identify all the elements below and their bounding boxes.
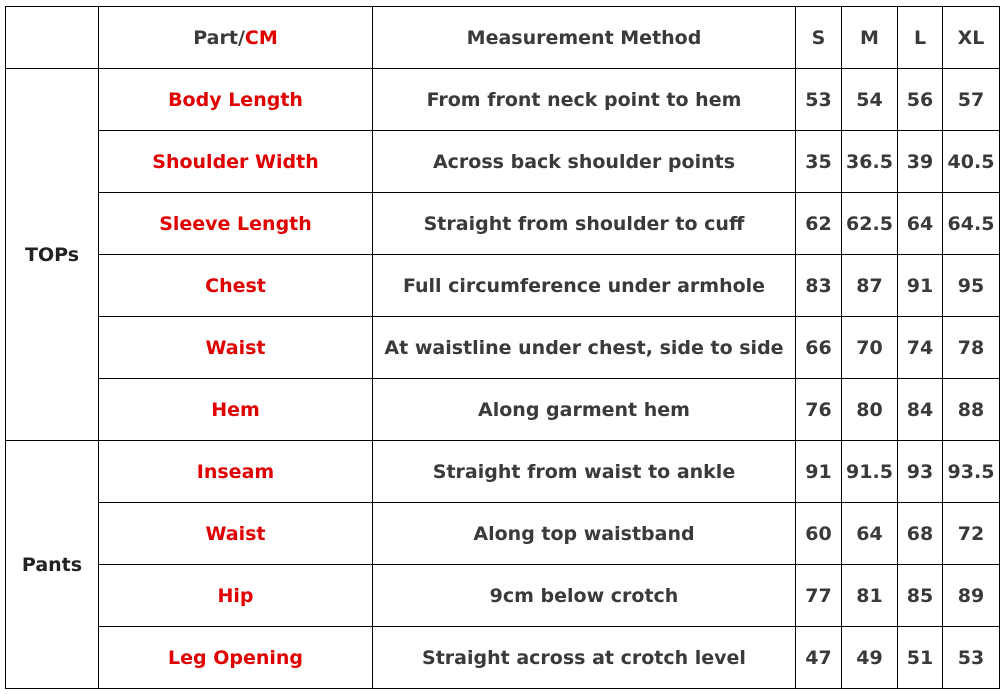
table-row bbox=[6, 131, 1000, 193]
table-row bbox=[6, 193, 1000, 255]
size-value-l: 74 bbox=[898, 317, 943, 379]
size-value-l: 85 bbox=[898, 565, 943, 627]
size-value-l: 91 bbox=[898, 255, 943, 317]
size-value-m: 91.5 bbox=[842, 441, 898, 503]
size-value-xl: 72 bbox=[943, 503, 1000, 565]
part-name: Waist bbox=[99, 503, 373, 565]
size-value-m: 70 bbox=[842, 317, 898, 379]
size-value-s: 60 bbox=[796, 503, 842, 565]
measurement-method: 9cm below crotch bbox=[373, 565, 796, 627]
measurement-method: Along garment hem bbox=[373, 379, 796, 441]
size-value-xl: 53 bbox=[943, 627, 1000, 689]
size-value-s: 83 bbox=[796, 255, 842, 317]
size-value-s: 47 bbox=[796, 627, 842, 689]
size-value-m: 49 bbox=[842, 627, 898, 689]
size-value-xl: 40.5 bbox=[943, 131, 1000, 193]
size-value-xl: 88 bbox=[943, 379, 1000, 441]
part-name: Inseam bbox=[99, 441, 373, 503]
part-name: Sleeve Length bbox=[99, 193, 373, 255]
table-row bbox=[6, 379, 1000, 441]
part-name: Leg Opening bbox=[99, 627, 373, 689]
table-row bbox=[6, 255, 1000, 317]
table-row bbox=[6, 317, 1000, 379]
size-value-m: 81 bbox=[842, 565, 898, 627]
part-name: Body Length bbox=[99, 69, 373, 131]
size-value-m: 62.5 bbox=[842, 193, 898, 255]
table-row bbox=[6, 441, 1000, 503]
size-value-s: 62 bbox=[796, 193, 842, 255]
measurement-method: Full circumference under armhole bbox=[373, 255, 796, 317]
size-value-s: 35 bbox=[796, 131, 842, 193]
size-value-m: 87 bbox=[842, 255, 898, 317]
cm-unit-label: CM bbox=[244, 26, 278, 49]
size-header-s: S bbox=[796, 7, 842, 69]
size-value-l: 56 bbox=[898, 69, 943, 131]
size-value-s: 77 bbox=[796, 565, 842, 627]
part-header bbox=[99, 7, 373, 69]
size-value-l: 39 bbox=[898, 131, 943, 193]
method-header: Measurement Method bbox=[373, 7, 796, 69]
size-header-xl: XL bbox=[943, 7, 1000, 69]
size-value-s: 66 bbox=[796, 317, 842, 379]
group-label: Pants bbox=[6, 441, 99, 689]
size-value-xl: 57 bbox=[943, 69, 1000, 131]
size-value-m: 36.5 bbox=[842, 131, 898, 193]
table-row bbox=[6, 627, 1000, 689]
group-label: TOPs bbox=[6, 69, 99, 441]
size-value-m: 64 bbox=[842, 503, 898, 565]
size-header-m: M bbox=[842, 7, 898, 69]
size-chart-body bbox=[6, 7, 1000, 689]
part-header-label: Part/ bbox=[193, 26, 245, 49]
size-value-xl: 64.5 bbox=[943, 193, 1000, 255]
size-value-xl: 78 bbox=[943, 317, 1000, 379]
size-chart-table bbox=[5, 6, 1000, 689]
measurement-method: At waistline under chest, side to side bbox=[373, 317, 796, 379]
measurement-method: Straight across at crotch level bbox=[373, 627, 796, 689]
measurement-method: Across back shoulder points bbox=[373, 131, 796, 193]
part-name: Hip bbox=[99, 565, 373, 627]
size-value-s: 76 bbox=[796, 379, 842, 441]
size-value-xl: 95 bbox=[943, 255, 1000, 317]
size-value-xl: 89 bbox=[943, 565, 1000, 627]
size-value-m: 54 bbox=[842, 69, 898, 131]
table-row bbox=[6, 565, 1000, 627]
size-value-l: 68 bbox=[898, 503, 943, 565]
size-value-l: 93 bbox=[898, 441, 943, 503]
part-name: Hem bbox=[99, 379, 373, 441]
size-value-l: 84 bbox=[898, 379, 943, 441]
measurement-method: Straight from waist to ankle bbox=[373, 441, 796, 503]
measurement-method: Straight from shoulder to cuff bbox=[373, 193, 796, 255]
header-row bbox=[6, 7, 1000, 69]
size-value-xl: 93.5 bbox=[943, 441, 1000, 503]
corner-cell bbox=[6, 7, 99, 69]
size-value-l: 64 bbox=[898, 193, 943, 255]
table-row bbox=[6, 69, 1000, 131]
part-name: Shoulder Width bbox=[99, 131, 373, 193]
part-name: Chest bbox=[99, 255, 373, 317]
size-value-m: 80 bbox=[842, 379, 898, 441]
size-value-l: 51 bbox=[898, 627, 943, 689]
part-name: Waist bbox=[99, 317, 373, 379]
table-row bbox=[6, 503, 1000, 565]
size-value-s: 53 bbox=[796, 69, 842, 131]
size-value-s: 91 bbox=[796, 441, 842, 503]
size-header-l: L bbox=[898, 7, 943, 69]
measurement-method: From front neck point to hem bbox=[373, 69, 796, 131]
measurement-method: Along top waistband bbox=[373, 503, 796, 565]
